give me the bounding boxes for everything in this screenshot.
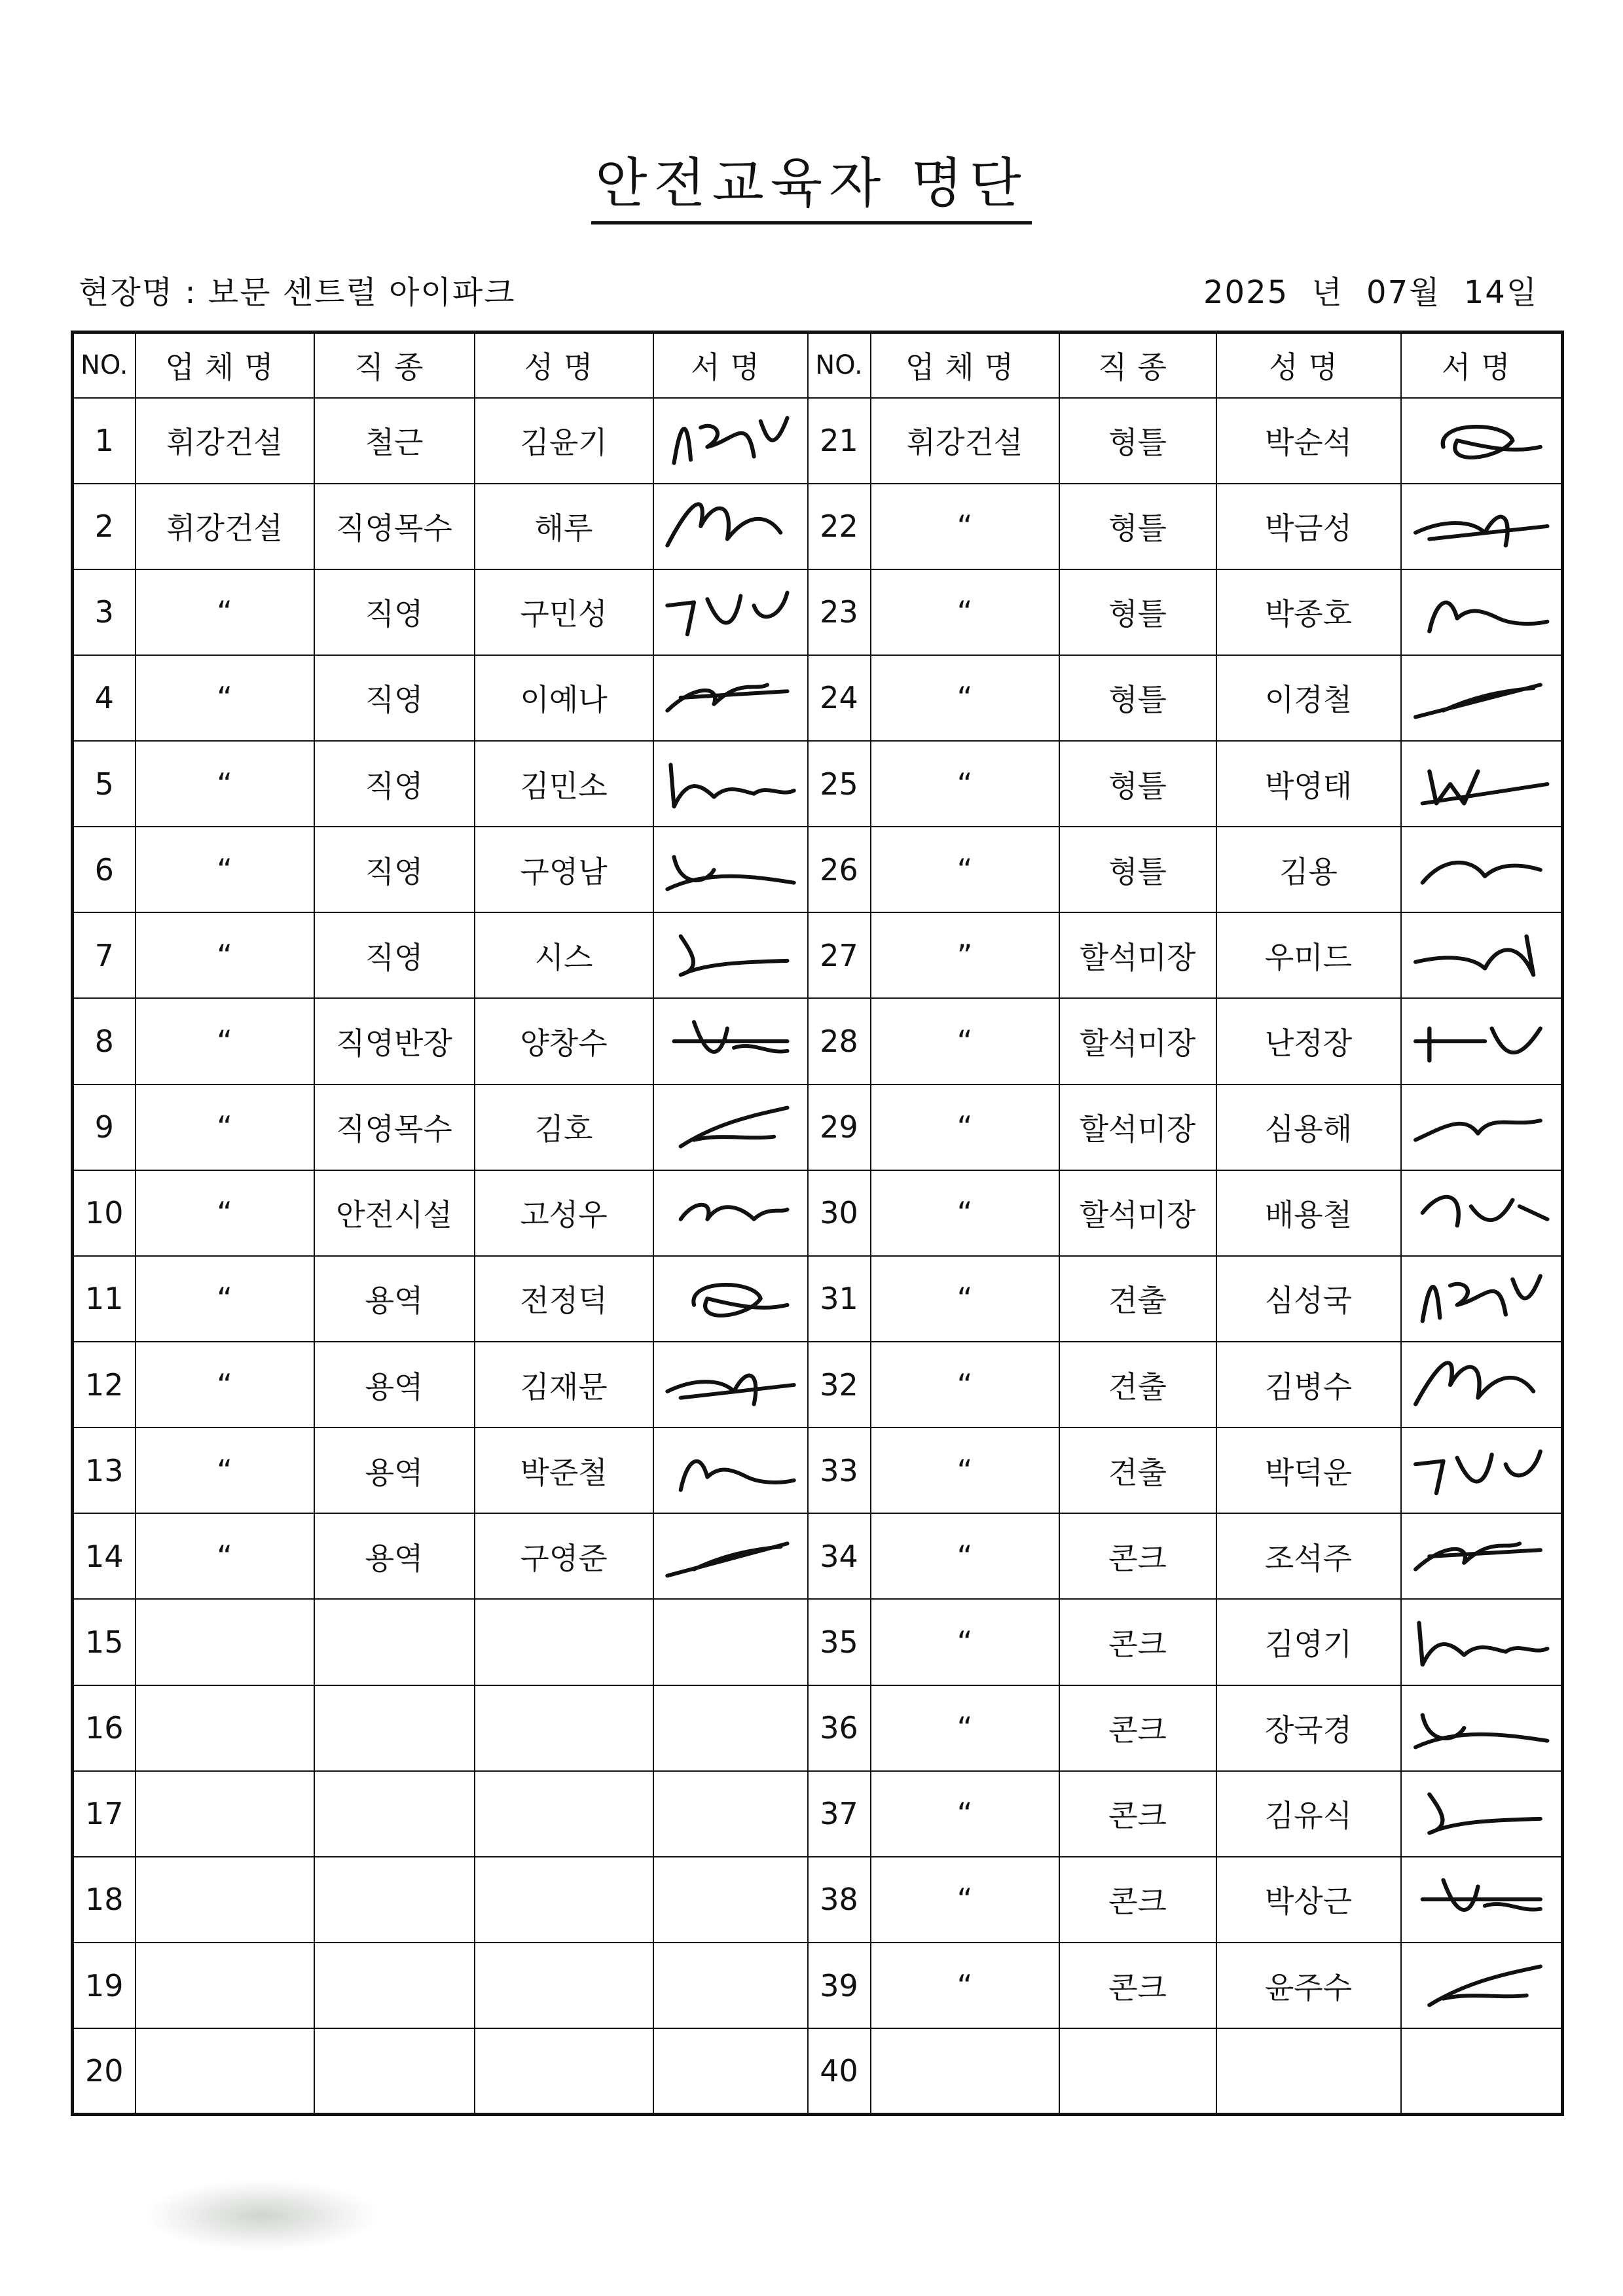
signature-cell (653, 1599, 808, 1685)
signature-cell (653, 398, 808, 484)
signature-cell (1401, 569, 1563, 655)
trade-cell (314, 1685, 475, 1771)
name-cell: 고성우 (475, 1170, 653, 1256)
row-number: 9 (73, 1085, 136, 1170)
name-cell: 해루 (475, 484, 653, 569)
name-cell (475, 1599, 653, 1685)
name-cell (475, 1857, 653, 1943)
company-cell: “ (871, 1771, 1059, 1857)
name-cell: 심성국 (1216, 1256, 1401, 1342)
company-cell: “ (871, 1857, 1059, 1943)
company-cell: “ (871, 569, 1059, 655)
signature-drawing (654, 402, 807, 479)
trade-cell: 형틀 (1059, 569, 1216, 655)
company-cell: “ (136, 655, 314, 741)
company-cell: “ (136, 1170, 314, 1256)
table-row (73, 484, 1563, 569)
trade-cell: 직영 (314, 741, 475, 827)
signature-cell (653, 1513, 808, 1599)
row-number: 31 (808, 1256, 871, 1342)
name-cell: 윤주수 (1216, 1943, 1401, 2028)
signature-cell (1401, 1771, 1563, 1857)
row-number: 18 (73, 1857, 136, 1943)
row-number: 23 (808, 569, 871, 655)
signature-cell (653, 1170, 808, 1256)
name-cell: 박순석 (1216, 398, 1401, 484)
table-row (73, 398, 1563, 484)
signature-drawing (654, 831, 807, 908)
signature-cell (1401, 1685, 1563, 1771)
row-number: 15 (73, 1599, 136, 1685)
header-trade: 직종 (314, 332, 475, 398)
company-cell: 휘강건설 (136, 398, 314, 484)
name-cell: 김재문 (475, 1342, 653, 1427)
row-number: 27 (808, 912, 871, 998)
row-number: 32 (808, 1342, 871, 1427)
site-name: 현장명 : 보문 센트럴 아이파크 (79, 274, 516, 311)
row-number: 12 (73, 1342, 136, 1427)
company-cell: “ (871, 827, 1059, 912)
trade-cell (314, 1599, 475, 1685)
company-cell: “ (871, 1513, 1059, 1599)
company-cell: “ (871, 1943, 1059, 2028)
trade-cell: 할석미장 (1059, 912, 1216, 998)
signature-cell (653, 1427, 808, 1513)
company-cell: “ (136, 741, 314, 827)
table-row (73, 1342, 1563, 1427)
signature-drawing (654, 1088, 807, 1166)
row-number: 26 (808, 827, 871, 912)
table-row (73, 1256, 1563, 1342)
signature-drawing (1402, 1604, 1561, 1681)
name-cell: 김병수 (1216, 1342, 1401, 1427)
row-number: 22 (808, 484, 871, 569)
trade-cell (314, 2028, 475, 2114)
signature-cell (1401, 1427, 1563, 1513)
row-number: 14 (73, 1513, 136, 1599)
signature-drawing (654, 1432, 807, 1509)
company-cell: “ (136, 569, 314, 655)
name-cell: 구영남 (475, 827, 653, 912)
row-number: 20 (73, 2028, 136, 2114)
name-cell: 박영태 (1216, 741, 1401, 827)
trade-cell: 직영 (314, 655, 475, 741)
row-number: 10 (73, 1170, 136, 1256)
table-row (73, 1685, 1563, 1771)
name-cell: 이예나 (475, 655, 653, 741)
signature-cell (653, 827, 808, 912)
table-row (73, 569, 1563, 655)
signature-cell (1401, 912, 1563, 998)
header-no: NO. (73, 332, 136, 398)
name-cell: 구민성 (475, 569, 653, 655)
name-cell (475, 1771, 653, 1857)
trade-cell (1059, 2028, 1216, 2114)
header-trade: 직종 (1059, 332, 1216, 398)
row-number: 38 (808, 1857, 871, 1943)
row-number: 39 (808, 1943, 871, 2028)
signature-drawing (654, 1346, 807, 1424)
table-row (73, 741, 1563, 827)
signature-cell (653, 998, 808, 1084)
trade-cell: 직영반장 (314, 998, 475, 1084)
row-number: 33 (808, 1427, 871, 1513)
signature-drawing (654, 488, 807, 565)
signature-cell (1401, 484, 1563, 569)
signature-drawing (1402, 1947, 1561, 2024)
trade-cell: 용역 (314, 1256, 475, 1342)
signature-cell (653, 484, 808, 569)
row-number: 2 (73, 484, 136, 569)
document-date: 2025 년 07월 14일 (1203, 274, 1539, 311)
signature-cell (1401, 1513, 1563, 1599)
row-number: 29 (808, 1085, 871, 1170)
signature-cell (653, 655, 808, 741)
signature-cell (653, 569, 808, 655)
row-number: 16 (73, 1685, 136, 1771)
company-cell: “ (871, 1342, 1059, 1427)
company-cell: “ (871, 1256, 1059, 1342)
row-number: 7 (73, 912, 136, 998)
header-sign: 서명 (653, 332, 808, 398)
scan-smudge (144, 2179, 380, 2251)
company-cell: “ (871, 484, 1059, 569)
row-number: 4 (73, 655, 136, 741)
signature-drawing (1402, 745, 1561, 823)
signature-drawing (654, 1518, 807, 1595)
name-cell (475, 1685, 653, 1771)
table-row (73, 912, 1563, 998)
signature-drawing (1402, 402, 1561, 479)
company-cell: 휘강건설 (871, 398, 1059, 484)
signature-cell (653, 1342, 808, 1427)
signature-cell (1401, 1342, 1563, 1427)
company-cell: “ (871, 741, 1059, 827)
trade-cell: 형틀 (1059, 484, 1216, 569)
row-number: 24 (808, 655, 871, 741)
header-company: 업체명 (136, 332, 314, 398)
company-cell: “ (136, 1256, 314, 1342)
signature-drawing (654, 917, 807, 994)
signature-cell (1401, 827, 1563, 912)
signature-drawing (1402, 831, 1561, 908)
name-cell: 시스 (475, 912, 653, 998)
name-cell: 이경철 (1216, 655, 1401, 741)
company-cell: “ (136, 1342, 314, 1427)
company-cell: “ (871, 655, 1059, 741)
company-cell: “ (871, 1427, 1059, 1513)
company-cell: “ (136, 912, 314, 998)
row-number: 5 (73, 741, 136, 827)
signature-cell (1401, 1170, 1563, 1256)
signature-cell (1401, 741, 1563, 827)
row-number: 17 (73, 1771, 136, 1857)
signature-cell (1401, 998, 1563, 1084)
trade-cell: 형틀 (1059, 741, 1216, 827)
row-number: 13 (73, 1427, 136, 1513)
attendee-table (71, 331, 1564, 2116)
company-cell: “ (136, 998, 314, 1084)
trade-cell: 할석미장 (1059, 1085, 1216, 1170)
name-cell: 박준철 (475, 1427, 653, 1513)
name-cell: 박덕운 (1216, 1427, 1401, 1513)
signature-drawing (654, 1260, 807, 1337)
company-cell: “ (136, 1427, 314, 1513)
table-row (73, 998, 1563, 1084)
trade-cell: 콘크 (1059, 1771, 1216, 1857)
name-cell: 난정장 (1216, 998, 1401, 1084)
signature-drawing (654, 1174, 807, 1251)
signature-cell (653, 912, 808, 998)
name-cell: 배용철 (1216, 1170, 1401, 1256)
table-row (73, 1427, 1563, 1513)
signature-drawing (1402, 1861, 1561, 1938)
trade-cell: 콘크 (1059, 1599, 1216, 1685)
row-number: 30 (808, 1170, 871, 1256)
trade-cell (314, 1857, 475, 1943)
row-number: 28 (808, 998, 871, 1084)
name-cell: 장국경 (1216, 1685, 1401, 1771)
header-name: 성명 (475, 332, 653, 398)
trade-cell (314, 1943, 475, 2028)
signature-drawing (654, 659, 807, 736)
row-number: 11 (73, 1256, 136, 1342)
row-number: 8 (73, 998, 136, 1084)
table-row (73, 1513, 1563, 1599)
trade-cell: 견출 (1059, 1256, 1216, 1342)
signature-drawing (1402, 1346, 1561, 1424)
company-cell: “ (871, 1599, 1059, 1685)
signature-cell (1401, 1599, 1563, 1685)
trade-cell: 직영 (314, 569, 475, 655)
signature-drawing (654, 1003, 807, 1080)
trade-cell: 콘크 (1059, 1513, 1216, 1599)
name-cell (475, 2028, 653, 2114)
row-number: 36 (808, 1685, 871, 1771)
signature-drawing (1402, 1432, 1561, 1509)
trade-cell: 콘크 (1059, 1685, 1216, 1771)
company-cell: 휘강건설 (136, 484, 314, 569)
header-name: 성명 (1216, 332, 1401, 398)
signature-cell (653, 741, 808, 827)
company-cell (136, 1685, 314, 1771)
header-row (73, 332, 1563, 398)
signature-cell (653, 1943, 808, 2028)
trade-cell: 콘크 (1059, 1943, 1216, 2028)
signature-drawing (1402, 1775, 1561, 1852)
trade-cell (314, 1771, 475, 1857)
signature-cell (653, 1857, 808, 1943)
signature-cell (1401, 1943, 1563, 2028)
trade-cell: 용역 (314, 1427, 475, 1513)
name-cell: 박종호 (1216, 569, 1401, 655)
company-cell (871, 2028, 1059, 2114)
row-number: 25 (808, 741, 871, 827)
signature-drawing (1402, 1689, 1561, 1767)
name-cell: 김윤기 (475, 398, 653, 484)
header-sign: 서명 (1401, 332, 1563, 398)
signature-cell (1401, 2028, 1563, 2114)
signature-cell (653, 1685, 808, 1771)
signature-cell (1401, 1256, 1563, 1342)
row-number: 21 (808, 398, 871, 484)
company-cell: “ (871, 1685, 1059, 1771)
signature-cell (1401, 1085, 1563, 1170)
company-cell: “ (136, 827, 314, 912)
trade-cell: 할석미장 (1059, 998, 1216, 1084)
table-row (73, 2028, 1563, 2114)
name-cell: 심용해 (1216, 1085, 1401, 1170)
trade-cell: 직영 (314, 912, 475, 998)
signature-cell (653, 2028, 808, 2114)
row-number: 34 (808, 1513, 871, 1599)
trade-cell: 형틀 (1059, 398, 1216, 484)
table-row (73, 1170, 1563, 1256)
company-cell (136, 1943, 314, 2028)
signature-drawing (1402, 659, 1561, 736)
row-number: 40 (808, 2028, 871, 2114)
signature-drawing (1402, 573, 1561, 651)
name-cell: 김민소 (475, 741, 653, 827)
name-cell: 김영기 (1216, 1599, 1401, 1685)
name-cell: 김호 (475, 1085, 653, 1170)
table-row (73, 1857, 1563, 1943)
table-row (73, 1771, 1563, 1857)
signature-drawing (1402, 1260, 1561, 1337)
row-number: 19 (73, 1943, 136, 2028)
trade-cell: 용역 (314, 1513, 475, 1599)
signature-cell (1401, 1857, 1563, 1943)
trade-cell: 콘크 (1059, 1857, 1216, 1943)
name-cell: 구영준 (475, 1513, 653, 1599)
signature-cell (653, 1256, 808, 1342)
company-cell (136, 1599, 314, 1685)
company-cell: “ (871, 998, 1059, 1084)
trade-cell: 안전시설 (314, 1170, 475, 1256)
signature-drawing (1402, 1088, 1561, 1166)
trade-cell: 견출 (1059, 1342, 1216, 1427)
company-cell: ” (871, 912, 1059, 998)
name-cell: 전정덕 (475, 1256, 653, 1342)
signature-drawing (1402, 1174, 1561, 1251)
table-row (73, 655, 1563, 741)
company-cell (136, 2028, 314, 2114)
trade-cell: 철근 (314, 398, 475, 484)
table-row (73, 827, 1563, 912)
signature-drawing (1402, 917, 1561, 994)
name-cell (1216, 2028, 1401, 2114)
company-cell (136, 1857, 314, 1943)
name-cell: 김유식 (1216, 1771, 1401, 1857)
header-no: NO. (808, 332, 871, 398)
signature-cell (653, 1771, 808, 1857)
row-number: 3 (73, 569, 136, 655)
trade-cell: 직영목수 (314, 1085, 475, 1170)
signature-drawing (1402, 1518, 1561, 1595)
name-cell (475, 1943, 653, 2028)
trade-cell: 할석미장 (1059, 1170, 1216, 1256)
trade-cell: 직영목수 (314, 484, 475, 569)
table-row (73, 1085, 1563, 1170)
signature-drawing (654, 745, 807, 823)
trade-cell: 견출 (1059, 1427, 1216, 1513)
company-cell (136, 1771, 314, 1857)
company-cell: “ (871, 1085, 1059, 1170)
name-cell: 양창수 (475, 998, 653, 1084)
signature-cell (653, 1085, 808, 1170)
row-number: 6 (73, 827, 136, 912)
signature-drawing (654, 573, 807, 651)
company-cell: “ (871, 1170, 1059, 1256)
table-row (73, 1599, 1563, 1685)
name-cell: 박상근 (1216, 1857, 1401, 1943)
signature-cell (1401, 398, 1563, 484)
signature-drawing (1402, 1003, 1561, 1080)
trade-cell: 형틀 (1059, 655, 1216, 741)
company-cell: “ (136, 1513, 314, 1599)
name-cell: 조석주 (1216, 1513, 1401, 1599)
trade-cell: 형틀 (1059, 827, 1216, 912)
name-cell: 박금성 (1216, 484, 1401, 569)
header-company: 업체명 (871, 332, 1059, 398)
row-number: 35 (808, 1599, 871, 1685)
company-cell: “ (136, 1085, 314, 1170)
row-number: 1 (73, 398, 136, 484)
document-title: 안전교육자 명단 (0, 141, 1623, 224)
trade-cell: 용역 (314, 1342, 475, 1427)
name-cell: 김용 (1216, 827, 1401, 912)
row-number: 37 (808, 1771, 871, 1857)
table-row (73, 1943, 1563, 2028)
name-cell: 우미드 (1216, 912, 1401, 998)
trade-cell: 직영 (314, 827, 475, 912)
signature-cell (1401, 655, 1563, 741)
signature-drawing (1402, 488, 1561, 565)
